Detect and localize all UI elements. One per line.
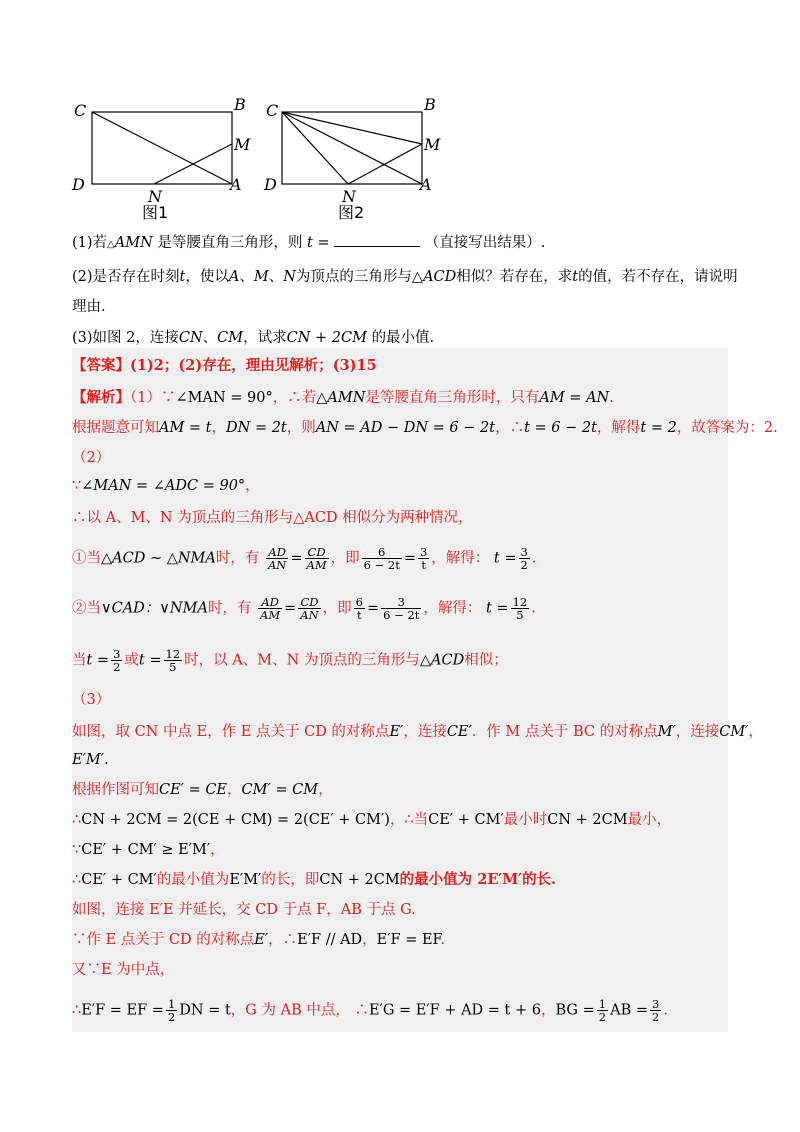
a19-g: ， — [540, 1002, 556, 1019]
fig1-label-b: B — [234, 95, 246, 114]
a19-b: E′F = EF = — [81, 1002, 164, 1019]
fraction — [418, 546, 429, 571]
denominator: t — [357, 608, 362, 622]
q2-acd: ACD — [423, 269, 457, 285]
q3-text-a: (3)如图 2，连接 — [72, 330, 179, 346]
q1-text-d: 是等腰直角三角形，则 — [157, 235, 303, 251]
a10-d: CE′ — [446, 724, 472, 740]
analysis-line-1 — [72, 388, 614, 408]
a15-h: E′M′ — [487, 871, 523, 888]
fraction — [258, 596, 282, 621]
analysis-line-5: ∴以 A、M、N 为顶点的三角形与△ACD 相似分为两种情况， — [72, 510, 473, 526]
a17-c: ，∴ — [268, 932, 298, 948]
a13-a: ∴ — [72, 812, 82, 828]
numerator: 3 — [419, 545, 428, 559]
fraction — [650, 998, 661, 1023]
a7-h: ，解得： — [423, 600, 482, 617]
fig1-label-n: N — [148, 187, 162, 206]
q2-sep1: 、 — [239, 269, 254, 285]
a13-e: 最小时 — [503, 812, 548, 828]
q2-text-c: ，使以 — [185, 269, 229, 285]
denominator: 5 — [516, 608, 524, 622]
q1-triangle: △ — [107, 239, 115, 250]
a17-e: ， — [362, 932, 377, 948]
a17-b: E′ — [254, 932, 269, 948]
a1-d: △AMN — [316, 390, 366, 406]
a15-e: 的长，即 — [261, 872, 320, 888]
analysis-line-4 — [72, 476, 260, 496]
denominator: t — [421, 558, 426, 572]
q2-n: N — [283, 269, 296, 285]
q1-text-a: (1)若 — [72, 235, 108, 251]
q2-triangle: △ — [411, 269, 424, 285]
analysis-line-9: （3） — [72, 692, 111, 708]
a2-d: DN = 2t — [226, 420, 287, 436]
analysis-line-7 — [72, 596, 536, 621]
numerator: CD — [305, 546, 329, 559]
question-2-cont: 理由. — [72, 299, 106, 315]
q2-text-n: 的值，若不存在，请说明 — [578, 269, 738, 285]
analysis-line-8 — [72, 648, 508, 673]
a7-j: . — [531, 600, 536, 617]
geometry-figures — [66, 88, 466, 228]
a7-b: ∨CAD：∨NMA — [101, 600, 208, 617]
segment-cn-2 — [282, 112, 348, 184]
a1-e: 是等腰直角三角形时，只有 — [365, 390, 540, 406]
q2-sep2: 、 — [268, 269, 284, 285]
a6-i: t = — [493, 550, 517, 567]
q1-amn: AMN — [114, 235, 153, 251]
fig2-label-n: N — [342, 187, 356, 206]
a1-b: ∠MAN = 90° — [175, 390, 273, 406]
a1-g: . — [609, 390, 614, 406]
a7-a: ②当 — [72, 600, 101, 617]
a6-b: △ACD ∼ △NMA — [101, 550, 216, 567]
a15-b: CE′ + CM′ — [81, 872, 157, 888]
analysis-line-18: 又∵E 为中点， — [72, 962, 175, 978]
analysis-line-3: （2） — [72, 450, 111, 466]
a13-g: 最小， — [627, 812, 672, 828]
analysis-line-10 — [72, 722, 763, 742]
q1-t: t — [306, 235, 313, 251]
a4-a: ∵ — [72, 478, 82, 494]
a17-a: ∵作 E 点关于 CD 的对称点 — [72, 932, 255, 948]
a12-a: 根据作图可知 — [72, 782, 159, 798]
denominator: 6 − 2t — [383, 608, 420, 622]
a6-a: ①当 — [72, 550, 101, 567]
denominator: 2 — [598, 1010, 607, 1024]
a7-d: = — [284, 600, 297, 617]
a7-g: = — [367, 600, 380, 617]
numerator: 6 — [362, 546, 402, 559]
q3-text-g: 的最小值. — [371, 330, 435, 346]
fig1-label-a: A — [230, 175, 242, 194]
fig2-label-b: B — [424, 95, 436, 114]
numerator: 3 — [113, 647, 121, 661]
a14-a: ∵ — [72, 842, 82, 858]
fraction — [381, 596, 421, 621]
a8-a: 当 — [72, 652, 87, 669]
a13-d: CE′ + CM′ — [428, 812, 504, 828]
a10-c: ，连接 — [403, 724, 447, 740]
a8-f: △ACD — [419, 652, 465, 669]
denominator: 2 — [113, 660, 121, 674]
a19-e: ∴ — [354, 1002, 369, 1019]
a7-i: t = — [485, 600, 509, 617]
a12-c: ， — [227, 782, 242, 798]
a19-a: ∴ — [72, 1002, 82, 1019]
fraction — [266, 546, 288, 571]
fraction — [354, 596, 365, 621]
q3-text-e: ，试求 — [243, 330, 287, 346]
fig1-caption: 图1 — [142, 203, 169, 222]
analysis-line-14 — [72, 840, 225, 860]
q3-expr: CN + 2CM — [286, 330, 367, 346]
fraction — [164, 648, 183, 673]
a19-h: BG = — [555, 1002, 595, 1019]
a6-g: = — [403, 550, 416, 567]
a2-k: ，故答案为：2. — [676, 420, 778, 436]
a10-i: ， — [748, 724, 763, 740]
a10-b: E′ — [389, 724, 404, 740]
q1-eq: = — [317, 235, 330, 251]
fraction — [166, 998, 177, 1023]
denominator: AN — [300, 608, 319, 622]
fraction — [362, 546, 402, 571]
a2-a: 根据题意可知 — [72, 420, 159, 436]
numerator: 3 — [381, 596, 421, 609]
a2-b: AM = t — [159, 420, 212, 436]
fraction — [305, 546, 329, 571]
a13-c: ，∴当 — [389, 812, 429, 828]
fig1-label-c: C — [74, 101, 87, 120]
a19-d: ，G 为 AB 中点， — [230, 1002, 350, 1019]
denominator: 5 — [169, 660, 177, 674]
a4-c: ， — [245, 478, 260, 494]
segment-cm-2 — [282, 112, 422, 144]
fraction — [511, 596, 530, 621]
a17-d: E′F // AD — [297, 932, 363, 948]
a4-b: ∠MAN = ∠ADC = 90° — [81, 478, 246, 494]
a15-a: ∴ — [72, 872, 82, 888]
numerator: 6 — [355, 595, 363, 609]
analysis-line-2 — [72, 418, 778, 438]
analysis-line-17 — [72, 930, 445, 950]
analysis-line-16: 如图，连接 E′E 并延长，交 CD 于点 F，AB 于点 G. — [72, 902, 416, 918]
a17-f: E′F = EF — [376, 932, 441, 948]
numerator: AD — [266, 546, 288, 559]
q3-cm: CM — [217, 330, 244, 346]
fraction — [298, 596, 320, 621]
numerator: AD — [258, 596, 282, 609]
segment-ca — [92, 112, 232, 184]
q3-cn: CN — [178, 330, 203, 346]
numerator: 3 — [520, 545, 528, 559]
a17-g: . — [440, 932, 445, 948]
a7-c: 时，有 — [207, 600, 252, 617]
a7-e: ，即 — [322, 600, 352, 617]
q2-t: t — [179, 269, 186, 285]
figure-1 — [92, 112, 232, 184]
a19-f: E′G = E′F + AD = t + 6 — [368, 1002, 541, 1019]
analysis-line-13 — [72, 810, 671, 830]
denominator: 2 — [167, 1010, 176, 1024]
a6-h: ，解得： — [431, 550, 490, 567]
a8-g: 相似； — [464, 652, 508, 669]
a8-e: 时，以 A、M、N 为顶点的三角形与 — [184, 652, 420, 669]
a15-g: 的最小值为 2 — [399, 871, 488, 888]
segment-ca-2 — [282, 112, 422, 184]
a15-f: CN + 2CM — [319, 872, 400, 888]
a6-j: . — [531, 550, 537, 567]
a15-d: E′M′ — [229, 872, 262, 888]
a12-e: ， — [318, 782, 333, 798]
a1-c: ，∴若 — [272, 390, 317, 406]
a10-f: M′ — [657, 724, 676, 740]
answer-line — [72, 356, 377, 376]
numerator: 1 — [598, 997, 607, 1011]
answer-label: 【答案】 — [72, 357, 130, 374]
fig2-label-c: C — [266, 101, 279, 120]
analysis-line-15 — [72, 870, 556, 890]
a10-e: ．作 M 点关于 BC 的对称点 — [471, 724, 658, 740]
numerator: 3 — [651, 997, 660, 1011]
a2-f: AN = AD − DN = 6 − 2t — [315, 420, 496, 436]
numerator: 12 — [165, 647, 181, 661]
fraction — [519, 546, 530, 571]
denominator: AN — [267, 558, 287, 572]
a19-j: . — [663, 1002, 668, 1019]
fig2-label-a: A — [420, 175, 432, 194]
figure-2 — [282, 112, 422, 184]
a14-b: CE′ + CM′ ≥ E′M′ — [81, 842, 211, 858]
fraction — [597, 998, 608, 1023]
denominator: 2 — [651, 1010, 660, 1024]
a2-i: ，解得 — [596, 420, 641, 436]
a6-e: ，即 — [330, 550, 360, 567]
a6-d: = — [290, 550, 303, 567]
a1-f: AM = AN — [539, 390, 610, 406]
question-1 — [72, 233, 545, 255]
analysis-line-6 — [72, 546, 536, 571]
numerator: CD — [298, 596, 320, 609]
q2-text-l: 相似？若存在，求 — [456, 269, 573, 285]
a10-h: CM′ — [719, 724, 749, 740]
a8-c: 或 — [124, 652, 139, 669]
a8-d: t = — [138, 652, 162, 669]
fig2-label-m: M — [424, 135, 441, 154]
question-2 — [72, 267, 738, 287]
fig1-label-d: D — [72, 175, 85, 194]
fig2-label-d: D — [264, 175, 277, 194]
a8-b: t = — [86, 652, 110, 669]
a12-b: CE′ = CE — [159, 782, 228, 798]
q2-text-a: (2)是否存在时刻 — [72, 269, 180, 285]
a2-h: t = 6 − 2t — [524, 420, 597, 436]
q3-sep: 、 — [202, 330, 218, 346]
analysis-line-19 — [72, 998, 668, 1023]
analysis-label: 【解析】 — [72, 389, 130, 406]
a19-c: DN = t — [179, 1002, 231, 1019]
q2-m: M — [253, 269, 269, 285]
answer-text: (1)2；(2)存在，理由见解析；(3)15 — [130, 357, 377, 374]
q2-text-i: 为顶点的三角形与 — [295, 269, 412, 285]
a1-a: （1）∵ — [130, 390, 176, 406]
numerator: 12 — [512, 595, 528, 609]
a14-c: ， — [210, 842, 225, 858]
a19-i: AB = — [610, 1002, 648, 1019]
fraction — [111, 648, 122, 673]
denominator: 6 − 2t — [363, 558, 400, 572]
a2-j: t = 2 — [640, 420, 677, 436]
q2-a: A — [228, 269, 240, 285]
a15-i: 的长. — [522, 871, 557, 888]
a15-c: 的最小值为 — [156, 872, 230, 888]
a13-b: CN + 2CM = 2(CE + CM) = 2(CE′ + CM′) — [81, 812, 390, 828]
a13-f: CN + 2CM — [547, 812, 628, 828]
a10-a: 如图，取 CN 中点 E，作 E 点关于 CD 的对称点 — [72, 724, 390, 740]
analysis-line-11: E′M′. — [72, 752, 109, 768]
denominator: AM — [260, 608, 281, 622]
question-3 — [72, 328, 434, 348]
q1-text-g: （直接写出结果）. — [424, 235, 546, 251]
a12-d: CM′ = CM — [241, 782, 319, 798]
a2-g: ，∴ — [495, 420, 525, 436]
analysis-line-12 — [72, 780, 333, 800]
fig2-caption: 图2 — [338, 203, 365, 222]
denominator: AM — [306, 558, 327, 572]
fig1-label-m: M — [234, 135, 251, 154]
numerator: 1 — [167, 997, 176, 1011]
answer-blank — [334, 234, 420, 247]
q2-t2: t — [572, 269, 579, 285]
a10-g: ，连接 — [675, 724, 720, 740]
a6-c: 时，有 — [215, 550, 260, 567]
denominator: 2 — [520, 558, 528, 572]
a2-e: ，则 — [286, 420, 316, 436]
a2-c: ， — [211, 420, 227, 436]
